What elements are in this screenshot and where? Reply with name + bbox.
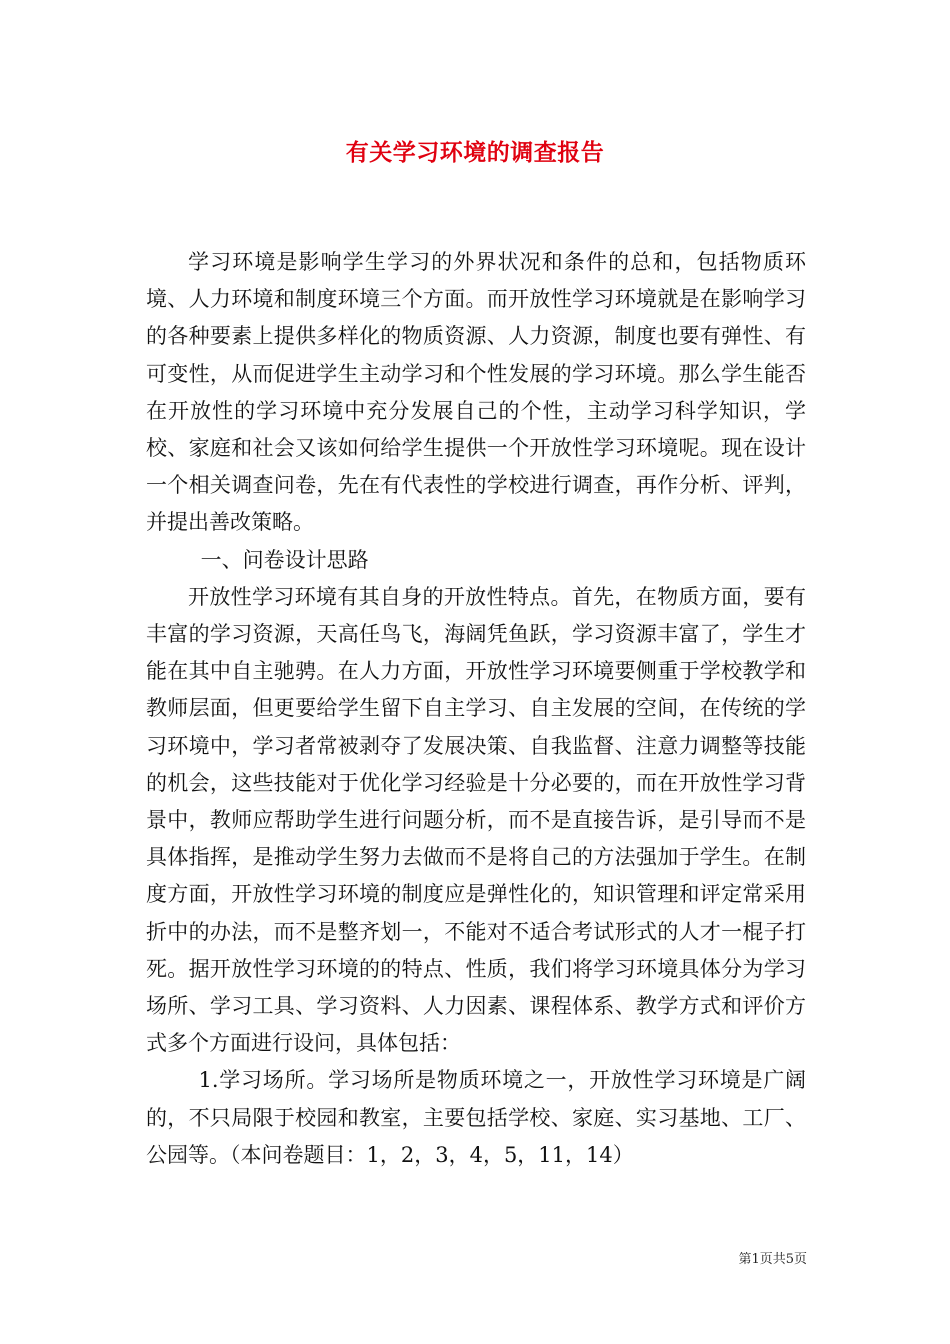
document-title: 有关学习环境的调查报告 [345, 139, 605, 166]
paragraph-design-ideas: 开放性学习环境有其自身的开放性特点。首先，在物质方面，要有丰富的学习资源，天高任鸟飞，海阔凭鱼跃，学习资源丰富了，学生才能在其中自主驰骋。在人力方面，开放性学习环境要侧重于学校教学和教师层面，但更要给学生留下自主学习、自主发展的空间，在传统的学习环境中，学习者常被剥夺了发展决策、自我监督、注意力调整等技能的机会，这些技能对于优化学习经验是十分必要的，而在开放性学习背景中，教师应帮助学生进行问题分析，而不是直接告诉，是引导而不是具体指挥，是推动学生努力去做而不是将自己的方法强加于学生。在制度方面，开放性学习环境的制度应是弹性化的，知识管理和评定常采用折中的办法，而不是整齐划一，不能对不适合考试形式的人才一棍子打死。据开放性学习环境的的特点、性质，我们将学习环境具体分为学习场所、学习工具、学习资料、人力因素、课程体系、教学方式和评价方式多个方面进行设问，具体包括： [146, 584, 806, 1056]
paragraph-learning-venue: 1.学习场所。学习场所是物质环境之一，开放性学习环境是广阔的，不只局限于校园和教室，主要包括学校、家庭、实习基地、工厂、公园等。（本问卷题目：1，2，3，4，5，11，14） [146, 1068, 806, 1167]
page-indicator: 第1页共5页 [738, 1252, 807, 1267]
paragraph-intro: 学习环境是影响学生学习的外界状况和条件的总和，包括物质环境、人力环境和制度环境三个方面。而开放性学习环境就是在影响学习的各种要素上提供多样化的物质资源、人力资源，制度也要有弹性、有可变性，从而促进学生主动学习和个性发展的学习环境。那么学生能否在开放性的学习环境中充分发展自己的个性，主动学习科学知识，学校、家庭和社会又该如何给学生提供一个开放性学习环境呢。现在设计一个相关调查问卷，先在有代表性的学校进行调查，再作分析、评判，并提出善改策略。 [146, 250, 806, 535]
document-body [146, 244, 806, 1174]
section-heading-questionnaire-design: 一、问卷设计思路 [200, 547, 369, 572]
